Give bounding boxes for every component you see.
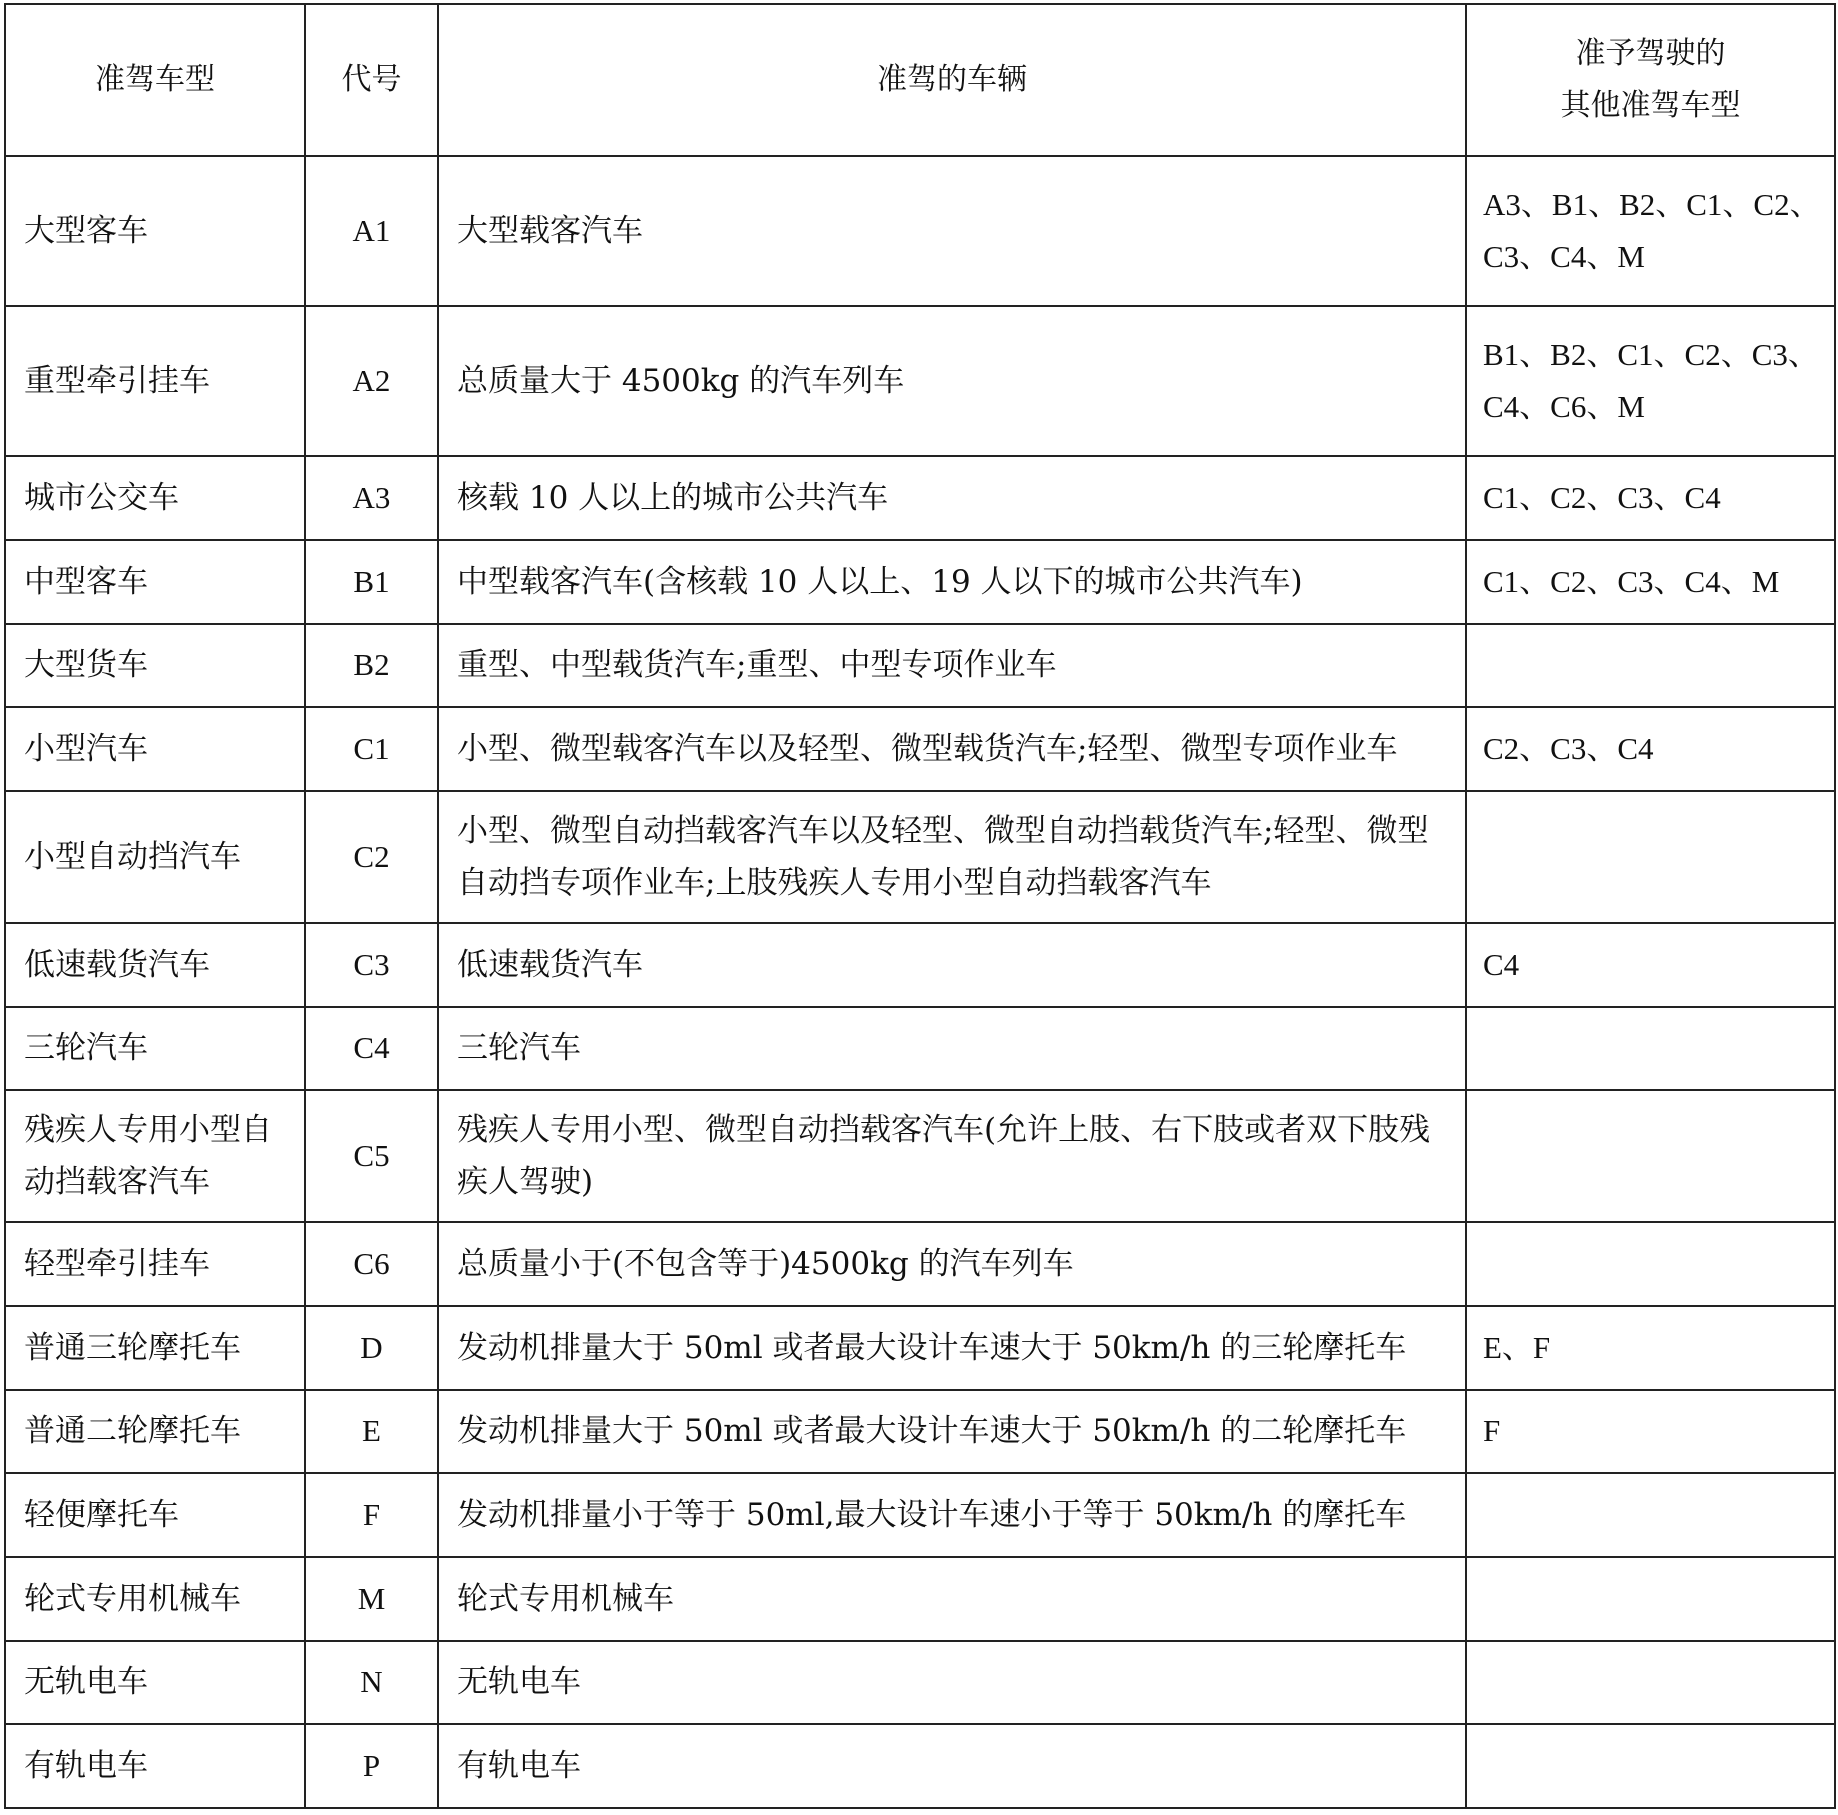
other-classes-cell (1466, 1724, 1835, 1808)
vehicles-cell: 核载 10 人以上的城市公共汽车 (438, 456, 1466, 540)
code-cell: E (305, 1390, 438, 1474)
table-row (5, 1557, 1835, 1641)
other-classes-cell (1466, 1222, 1835, 1306)
vehicles-cell: 总质量大于 4500kg 的汽车列车 (438, 306, 1466, 456)
type-cell: 中型客车 (5, 540, 305, 624)
type-cell: 残疾人专用小型自动挡载客汽车 (5, 1090, 305, 1222)
type-cell: 大型货车 (5, 624, 305, 708)
type-cell: 低速载货汽车 (5, 923, 305, 1007)
table-row (5, 156, 1835, 306)
table-row (5, 1473, 1835, 1557)
other-classes-cell (1466, 1473, 1835, 1557)
type-cell: 三轮汽车 (5, 1007, 305, 1091)
header-other-classes-line2: 其他准驾车型 (1560, 88, 1741, 123)
vehicles-cell: 轮式专用机械车 (438, 1557, 1466, 1641)
table-row (5, 791, 1835, 923)
vehicles-cell: 发动机排量大于 50ml 或者最大设计车速大于 50km/h 的二轮摩托车 (438, 1390, 1466, 1474)
other-classes-cell (1466, 791, 1835, 923)
other-classes-cell: B1、B2、C1、C2、C3、C4、C6、M (1466, 306, 1835, 456)
type-cell: 小型自动挡汽车 (5, 791, 305, 923)
vehicles-cell: 残疾人专用小型、微型自动挡载客汽车(允许上肢、右下肢或者双下肢残疾人驾驶) (438, 1090, 1466, 1222)
code-cell: M (305, 1557, 438, 1641)
vehicles-cell: 小型、微型载客汽车以及轻型、微型载货汽车;轻型、微型专项作业车 (438, 707, 1466, 791)
vehicles-cell: 大型载客汽车 (438, 156, 1466, 306)
vehicles-cell: 三轮汽车 (438, 1007, 1466, 1091)
table-row (5, 1724, 1835, 1808)
vehicles-cell: 发动机排量小于等于 50ml,最大设计车速小于等于 50km/h 的摩托车 (438, 1473, 1466, 1557)
header-vehicles: 准驾的车辆 (438, 4, 1466, 156)
vehicles-cell: 重型、中型载货汽车;重型、中型专项作业车 (438, 624, 1466, 708)
type-cell: 大型客车 (5, 156, 305, 306)
code-cell: C3 (305, 923, 438, 1007)
code-cell: C5 (305, 1090, 438, 1222)
vehicles-cell: 低速载货汽车 (438, 923, 1466, 1007)
other-classes-cell (1466, 1090, 1835, 1222)
header-other-classes-line1: 准予驾驶的 (1575, 36, 1726, 71)
code-cell: N (305, 1641, 438, 1725)
type-cell: 重型牵引挂车 (5, 306, 305, 456)
header-code: 代号 (305, 4, 438, 156)
code-cell: P (305, 1724, 438, 1808)
other-classes-cell: A3、B1、B2、C1、C2、C3、C4、M (1466, 156, 1835, 306)
vehicles-cell: 中型载客汽车(含核载 10 人以上、19 人以下的城市公共汽车) (438, 540, 1466, 624)
other-classes-cell (1466, 624, 1835, 708)
code-cell: F (305, 1473, 438, 1557)
type-cell: 有轨电车 (5, 1724, 305, 1808)
code-cell: A2 (305, 306, 438, 456)
header-other-classes (1466, 4, 1835, 156)
table-row (5, 456, 1835, 540)
vehicles-cell: 有轨电车 (438, 1724, 1466, 1808)
table-row (5, 1007, 1835, 1091)
code-cell: B2 (305, 624, 438, 708)
other-classes-cell: C1、C2、C3、C4、M (1466, 540, 1835, 624)
vehicles-cell: 发动机排量大于 50ml 或者最大设计车速大于 50km/h 的三轮摩托车 (438, 1306, 1466, 1390)
table-row (5, 1090, 1835, 1222)
code-cell: A3 (305, 456, 438, 540)
other-classes-cell: F (1466, 1390, 1835, 1474)
license-class-table (4, 3, 1836, 1809)
vehicles-cell: 无轨电车 (438, 1641, 1466, 1725)
type-cell: 普通二轮摩托车 (5, 1390, 305, 1474)
other-classes-cell: C4 (1466, 923, 1835, 1007)
table-row (5, 624, 1835, 708)
table-row (5, 1306, 1835, 1390)
code-cell: A1 (305, 156, 438, 306)
license-class-table-container (4, 3, 1834, 1809)
table-row (5, 306, 1835, 456)
type-cell: 轻便摩托车 (5, 1473, 305, 1557)
table-row (5, 1641, 1835, 1725)
other-classes-cell: C2、C3、C4 (1466, 707, 1835, 791)
type-cell: 轻型牵引挂车 (5, 1222, 305, 1306)
type-cell: 轮式专用机械车 (5, 1557, 305, 1641)
other-classes-cell (1466, 1557, 1835, 1641)
type-cell: 小型汽车 (5, 707, 305, 791)
type-cell: 城市公交车 (5, 456, 305, 540)
other-classes-cell (1466, 1007, 1835, 1091)
code-cell: C1 (305, 707, 438, 791)
other-classes-cell: E、F (1466, 1306, 1835, 1390)
type-cell: 无轨电车 (5, 1641, 305, 1725)
code-cell: C2 (305, 791, 438, 923)
table-row (5, 707, 1835, 791)
type-cell: 普通三轮摩托车 (5, 1306, 305, 1390)
code-cell: C6 (305, 1222, 438, 1306)
header-row (5, 4, 1835, 156)
code-cell: D (305, 1306, 438, 1390)
table-row (5, 1390, 1835, 1474)
code-cell: C4 (305, 1007, 438, 1091)
code-cell: B1 (305, 540, 438, 624)
vehicles-cell: 小型、微型自动挡载客汽车以及轻型、微型自动挡载货汽车;轻型、微型自动挡专项作业车;上肢残疾人专用小型自动挡载客汽车 (438, 791, 1466, 923)
other-classes-cell: C1、C2、C3、C4 (1466, 456, 1835, 540)
other-classes-cell (1466, 1641, 1835, 1725)
table-row (5, 1222, 1835, 1306)
header-type: 准驾车型 (5, 4, 305, 156)
table-row (5, 540, 1835, 624)
vehicles-cell: 总质量小于(不包含等于)4500kg 的汽车列车 (438, 1222, 1466, 1306)
table-row (5, 923, 1835, 1007)
